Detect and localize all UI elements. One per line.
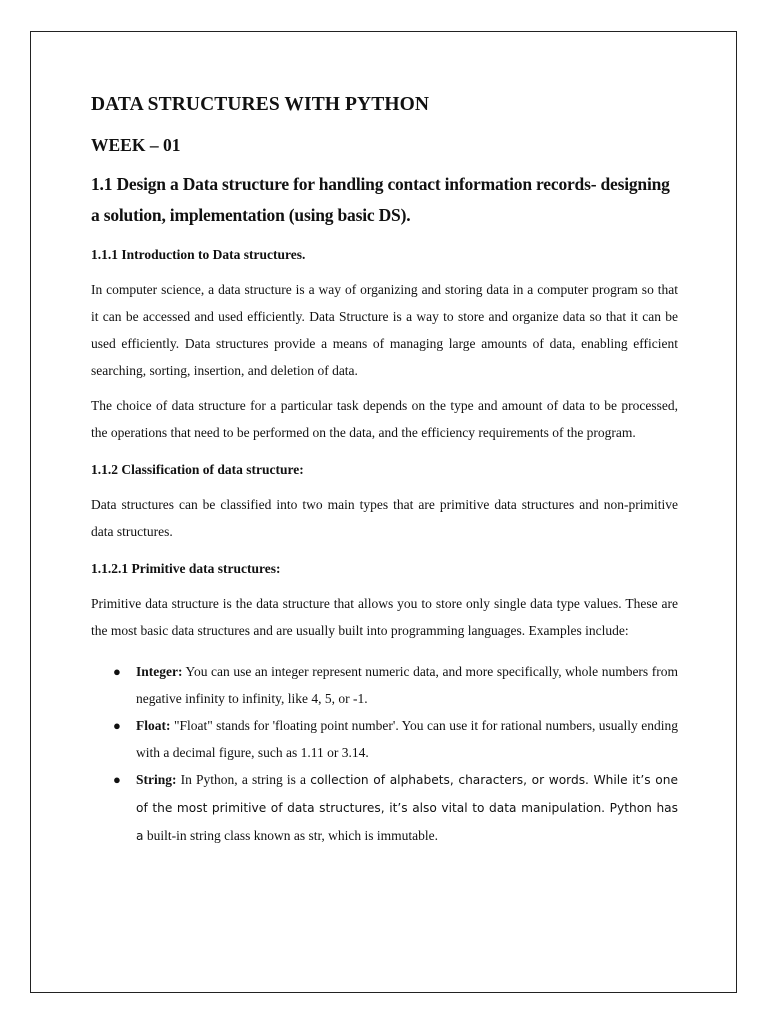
bullet-text: You can use an integer represent numeric data, and more specifically, whole numbers from negative infinity to infinity, like 4, 5, or -1. bbox=[136, 664, 678, 706]
classification-paragraph: Data structures can be classified into two main types that are primitive data structures and non-primitive data structures. bbox=[91, 497, 678, 539]
bullet-icon: ● bbox=[113, 718, 121, 733]
primitive-examples-list bbox=[91, 658, 678, 850]
list-item-string bbox=[113, 766, 678, 850]
week-heading: WEEK – 01 bbox=[91, 135, 181, 155]
bullet-term: Integer: bbox=[136, 664, 183, 679]
bullet-term: Float: bbox=[136, 718, 171, 733]
bullet-term: String: bbox=[136, 772, 177, 787]
bullet-text: built-in string class known as str, which is immutable. bbox=[143, 828, 439, 843]
document-title: DATA STRUCTURES WITH PYTHON bbox=[91, 94, 430, 115]
intro-heading: 1.1.1 Introduction to Data structures. bbox=[91, 247, 306, 262]
primitive-paragraph: Primitive data structure is the data structure that allows you to store only single data type values. These are the most basic data structures and are usually built into programming languages. Examples include: bbox=[91, 596, 678, 638]
list-item-float bbox=[113, 712, 678, 766]
bullet-icon: ● bbox=[113, 772, 121, 787]
bullet-text-sans: collection of alphabets, characters, or words. While it’s one of the most primitive of data structures, it’s also vital to data manipulation. Python has a bbox=[136, 773, 678, 843]
intro-paragraph-1: In computer science, a data structure is a way of organizing and storing data in a computer program so that it can be accessed and used efficiently. Data Structure is a way to store and organize data so that it can be used efficiently. Data structures provide a means of managing large amounts of data, enabling efficient searching, sorting, insertion, and deletion of data. bbox=[91, 282, 678, 378]
primitive-heading: 1.1.2.1 Primitive data structures: bbox=[91, 561, 281, 576]
intro-paragraph-2: The choice of data structure for a particular task depends on the type and amount of data to be processed, the operations that need to be performed on the data, and the efficiency requirements of the program. bbox=[91, 398, 678, 440]
classification-heading: 1.1.2 Classification of data structure: bbox=[91, 462, 304, 477]
list-item-integer bbox=[113, 658, 678, 712]
bullet-text: In Python, a string is a bbox=[176, 772, 311, 787]
bullet-icon: ● bbox=[113, 664, 121, 679]
section-title: 1.1 Design a Data structure for handling contact information records- designing a solution, implementation (using basic DS). bbox=[91, 174, 670, 225]
document-body bbox=[91, 90, 678, 850]
bullet-text: "Float" stands for 'floating point number'. You can use it for rational numbers, usually ending with a decimal figure, such as 1.11 or 3.14. bbox=[136, 718, 678, 760]
